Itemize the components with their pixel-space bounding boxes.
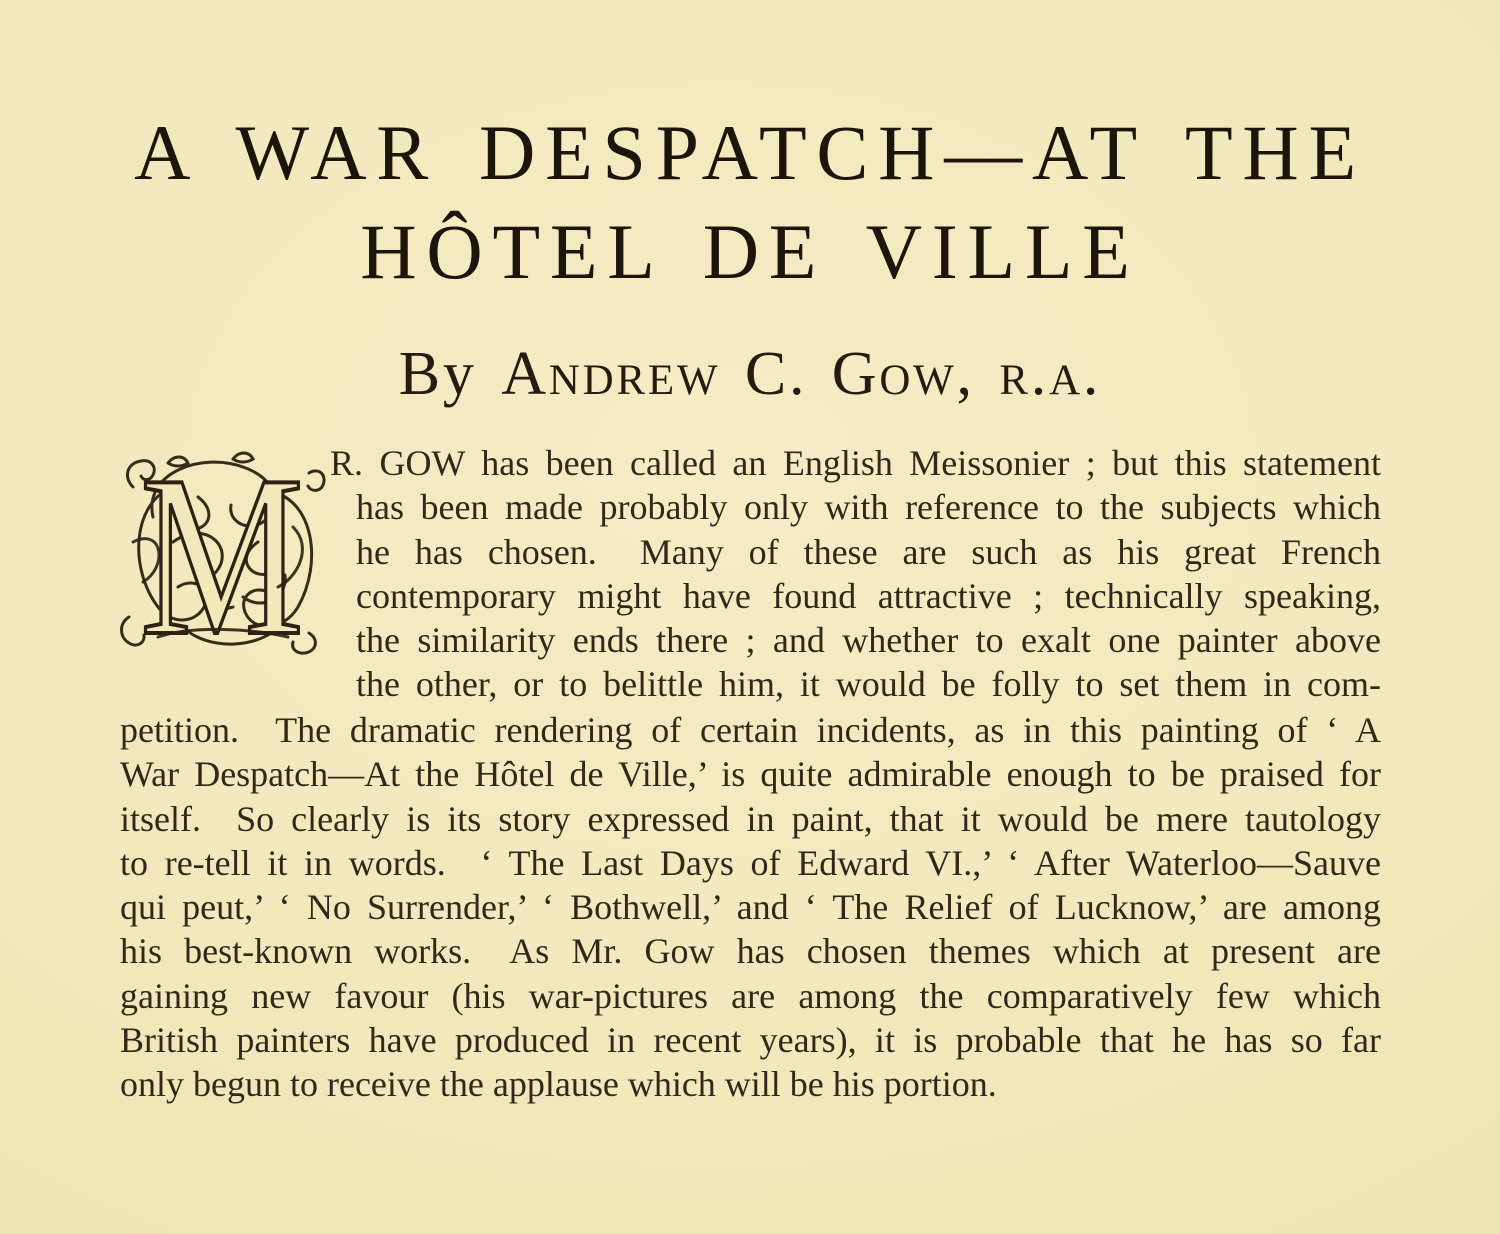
text-line: War Despatch—At the Hôtel de Ville,’ is quite admirable enough to be praised for [120,754,1381,795]
text-line: his best-known works. As Mr. Gow has chosen themes which at present are [120,931,1381,972]
title-line-1: A WAR DESPATCH—AT THE [134,109,1366,196]
text-line: contemporary might have found attractive ; technically speaking, [356,575,1381,616]
text-line: itself. So clearly is its story expressed in paint, that it would be mere tautology [120,798,1381,839]
text-line: British painters have produced in recent years), it is probable that he has so far [120,1020,1381,1061]
text-line: only begun to receive the applause which will be his portion. [120,1064,997,1105]
text-line: has been made probably only with reference to the subjects which [356,487,1381,528]
text-line: R. GOW has been called an English Meissonier ; but this statement [330,443,1381,483]
dropcap-letter-m: M [140,447,304,662]
byline-prefix: By [398,340,477,408]
byline [0,341,1500,407]
dropcap-knotwork-m-graphic [113,447,332,662]
article-title [0,103,1500,301]
text-line: gaining new favour (his war-pictures are among the comparatively few which [120,975,1381,1016]
byline-postnominal: r.a. [999,340,1102,408]
dropcap-initial [113,447,332,662]
paragraph-block-full-width [120,708,1381,1107]
text-line: to re-tell it in words. ‘ The Last Days of Edward VI.,’ ‘ After Waterloo—Sauve [120,842,1381,883]
text-line: he has chosen. Many of these are such as his great French [356,531,1381,572]
byline-author: Andrew C. Gow, [501,340,975,408]
paragraph-block-beside-dropcap [330,441,1381,707]
text-line: qui peut,’ ‘ No Surrender,’ ‘ Bothwell,’ and ‘ The Relief of Lucknow,’ are among [120,887,1381,928]
text-line: the other, or to belittle him, it would be folly to set them in com- [356,664,1381,705]
text-line: petition. The dramatic rendering of certain incidents, as in this painting of ‘ A [120,710,1381,750]
title-line-2: HÔTEL DE VILLE [360,208,1140,295]
text-line: the similarity ends there ; and whether to exalt one painter above [356,620,1381,661]
